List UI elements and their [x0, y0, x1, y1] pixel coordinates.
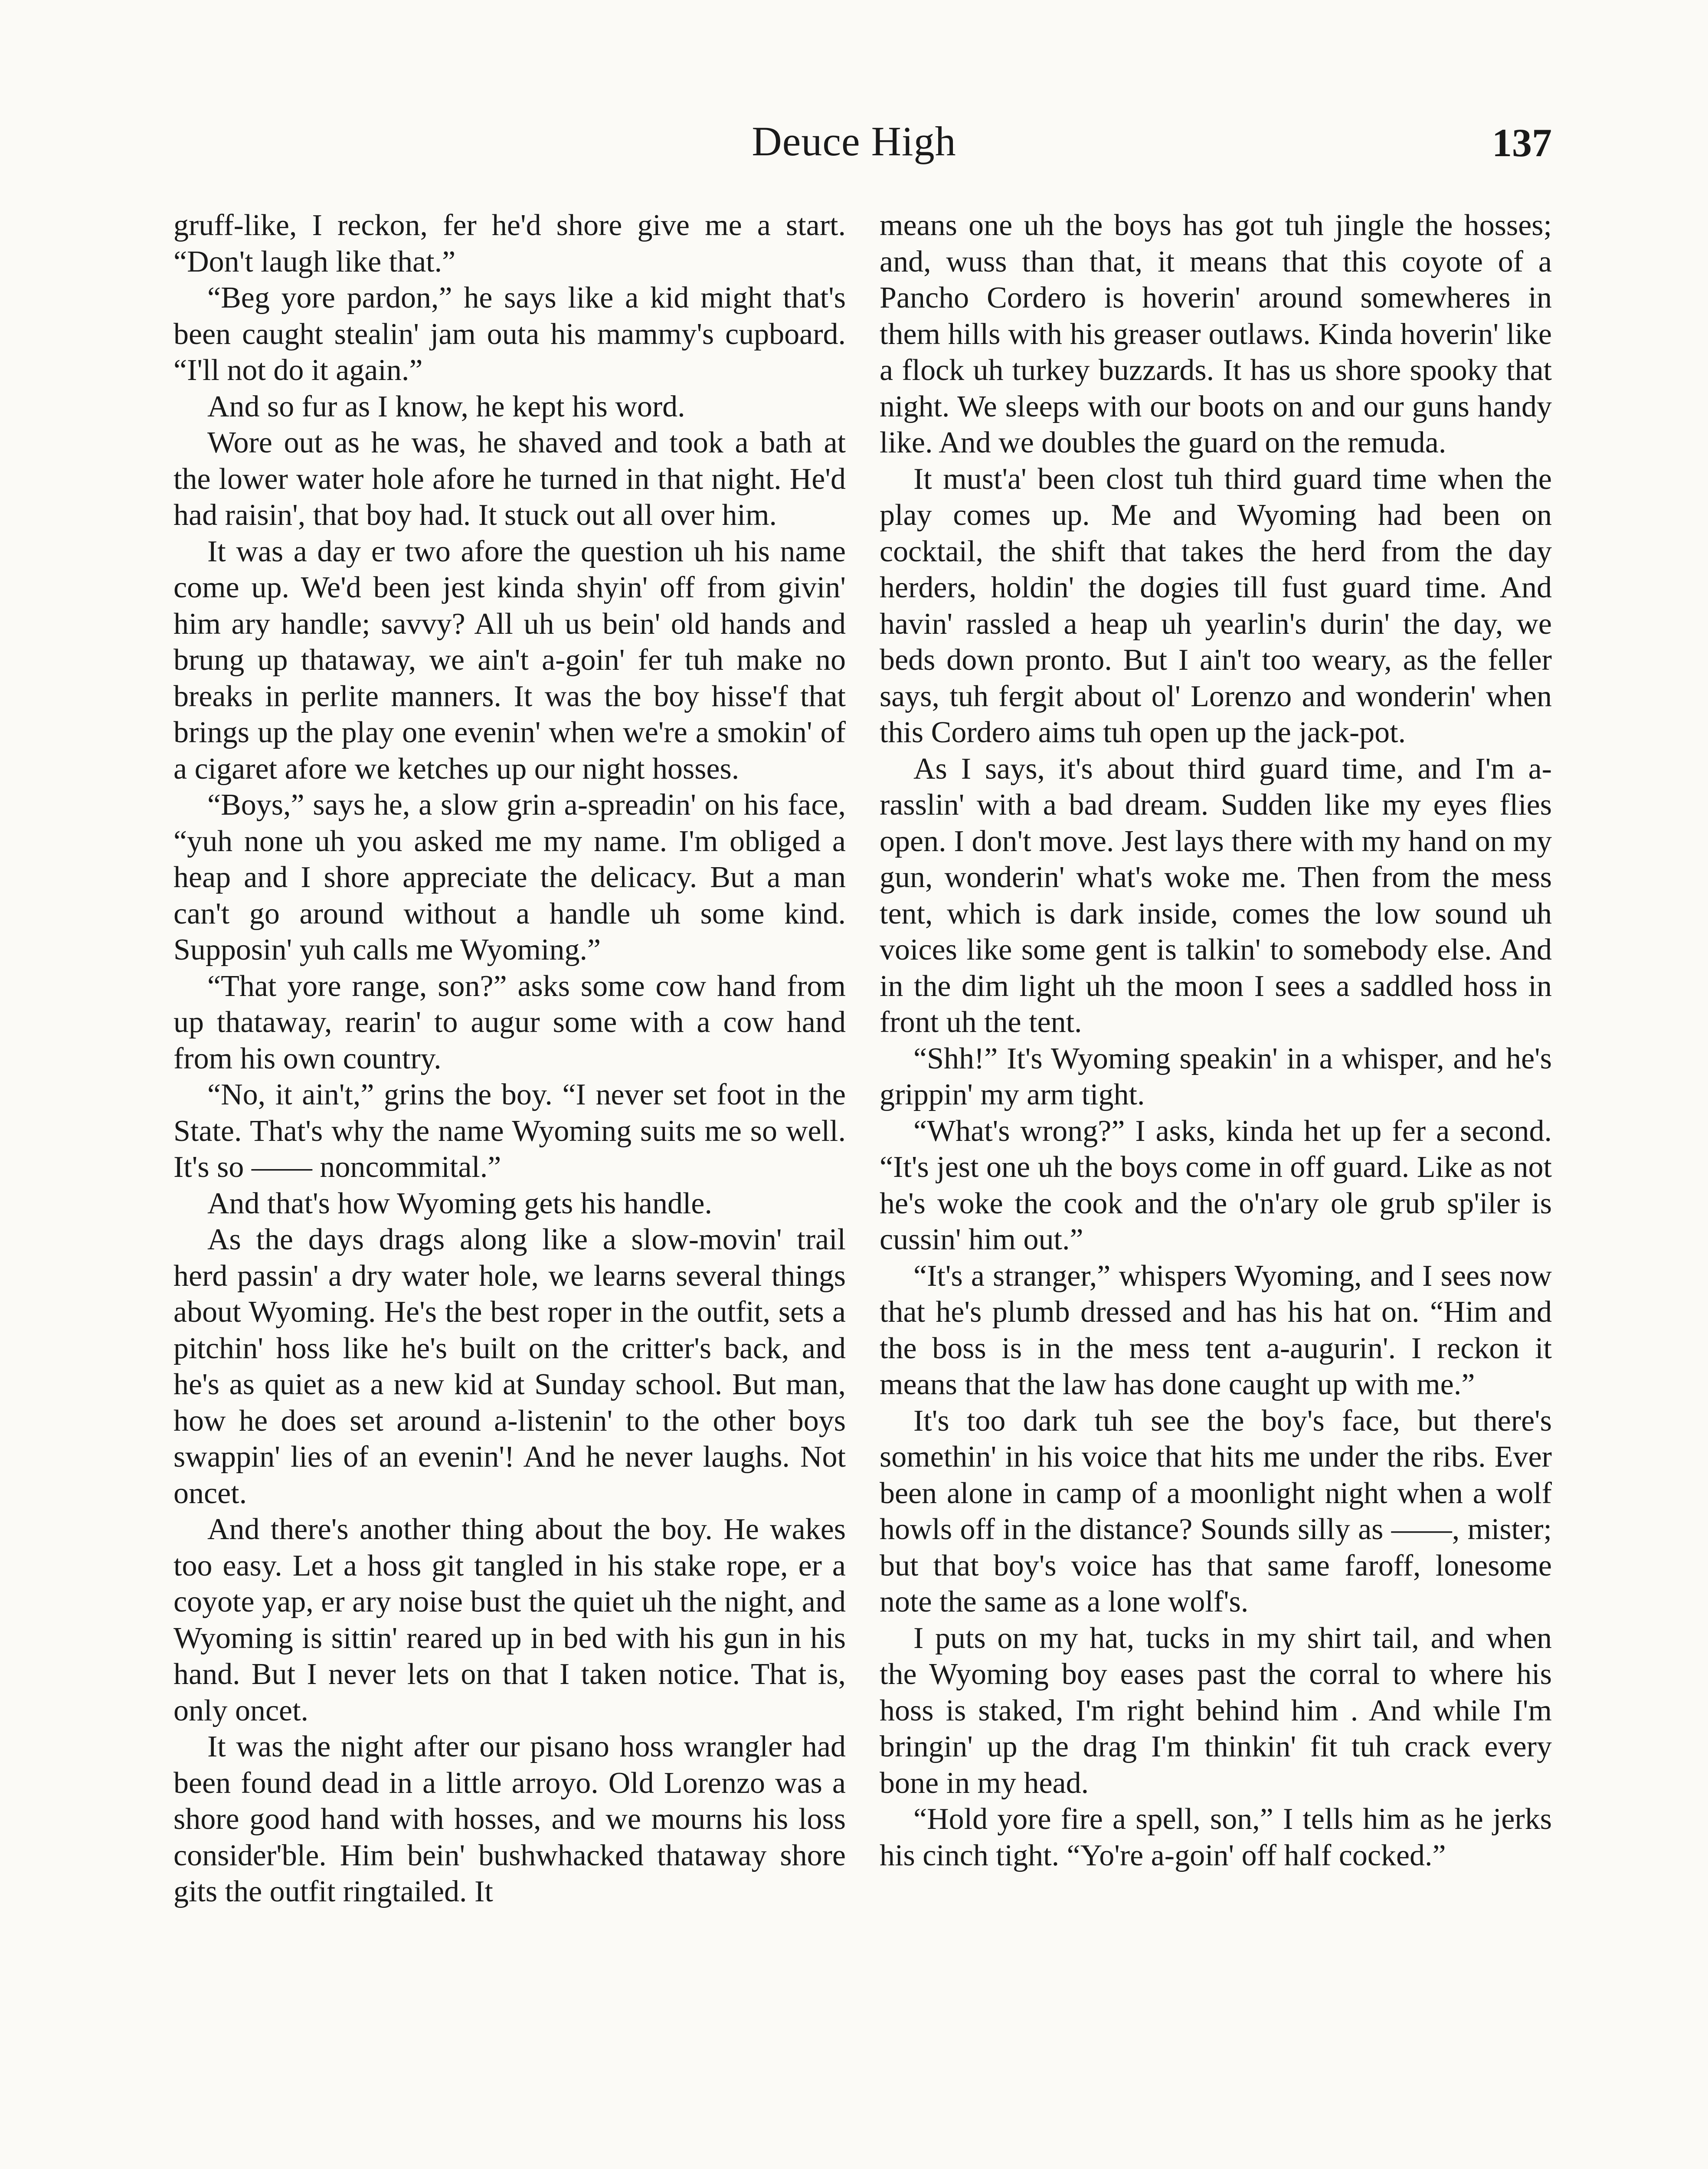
running-title: Deuce High — [752, 118, 956, 164]
paragraph: It's too dark tuh see the boy's face, but there's somethin' in his voice that hits me under the ribs. Ever been alone in camp of a moonlight night when a wolf howls off in the distance? Sounds silly as ——, mister; but that boy's voice has that same faroff, lonesome note the same as a lone wolf's. — [880, 1404, 1552, 1619]
paragraph: I puts on my hat, tucks in my shirt tail, and when the Wyoming boy eases past the corral to where his hoss is staked, I'm right behind him . And while I'm bringin' up the drag I'm thinkin' fit tuh crack every bone in my head. — [880, 1621, 1552, 1800]
paragraph: “Beg yore pardon,” he says like a kid might that's been caught stealin' jam outa his mammy's cupboard. “I'll not do it again.” — [173, 281, 846, 387]
paragraph: means one uh the boys has got tuh jingle the hosses; and, wuss than that, it means that this coyote of a Pancho Cordero is hoverin' around somewheres in them hills with his greaser outlaws. Kinda hoverin' like a flock uh turkey buzzards. It has us shore spooky that night. We sleeps with our boots on and our guns handy like. And we doubles the guard on the remuda. — [880, 209, 1552, 459]
paragraph: “Boys,” says he, a slow grin a-spreadin' on his face, “yuh none uh you asked me my name. I'm obliged a heap and I shore appreciate the delicacy. But a man can't go around without a handle uh some kind. Supposin' yuh calls me Wyoming.” — [173, 788, 846, 967]
paragraph: And there's another thing about the boy. He wakes too easy. Let a hoss git tangled in his stake rope, er a coyote yap, er ary noise bust the quiet uh the night, and Wyoming is sittin' reared up in bed with his gun in his hand. But I never lets on that I taken notice. That is, only oncet. — [173, 1513, 846, 1727]
paragraph: “It's a stranger,” whispers Wyoming, and I sees now that he's plumb dressed and has his hat on. “Him and the boss is in the mess tent a-augurin'. I reckon it means that the law has done caught up with me.” — [880, 1259, 1552, 1401]
paragraph: And that's how Wyoming gets his handle. — [207, 1186, 712, 1220]
page-header — [0, 117, 1708, 174]
paragraph: And so fur as I know, he kept his word. — [207, 390, 685, 423]
left-column — [173, 207, 846, 1910]
paragraph: “What's wrong?” I asks, kinda het up fer a second. “It's jest one uh the boys come in off guard. Like as not he's woke the cook and the o'n'ary ole grub sp'iler is cussin' him out.” — [880, 1114, 1552, 1256]
paragraph: “Shh!” It's Wyoming speakin' in a whisper, and he's grippin' my arm tight. — [880, 1042, 1552, 1111]
paragraph: Wore out as he was, he shaved and took a bath at the lower water hole afore he turned in that night. He'd had raisin', that boy had. It stuck out all over him. — [173, 426, 846, 532]
right-column — [880, 207, 1552, 1874]
paragraph: It was a day er two afore the question uh his name come up. We'd been jest kinda shyin' off from givin' him ary handle; savvy? All uh us bein' old hands and brung up thataway, we ain't a-goin' fer tuh make no breaks in perlite manners. It was the boy hisse'f that brings up the play one evenin' when we're a smokin' of a cigaret afore we ketches up our night hosses. — [173, 534, 846, 786]
page-number: 137 — [1492, 121, 1552, 165]
paragraph: It was the night after our pisano hoss wrangler had been found dead in a little arroyo. Old Lorenzo was a shore good hand with hosses, and we mourns his loss consider'ble. Him bein' bushwhacked thataway shore gits the outfit ringtailed. It — [173, 1730, 846, 1908]
paragraph: As the days drags along like a slow-movin' trail herd passin' a dry water hole, we learns several things about Wyoming. He's the best roper in the outfit, sets a pitchin' hoss like he's built on the critter's back, and he's as quiet as a new kid at Sunday school. But man, how he does set around a-listenin' to the other boys swappin' lies of an evenin'! And he never laughs. Not oncet. — [173, 1223, 846, 1510]
paragraph: “No, it ain't,” grins the boy. “I never set foot in the State. That's why the name Wyoming suits me so well. It's so —— noncommital.” — [173, 1078, 846, 1184]
paragraph: gruff-like, I reckon, fer he'd shore give me a start. “Don't laugh like that.” — [173, 209, 846, 278]
paragraph: As I says, it's about third guard time, and I'm a-rasslin' with a bad dream. Sudden like my eyes flies open. I don't move. Jest lays there with my hand on my gun, wonderin' what's woke me. Then from the mess tent, which is dark inside, comes the low sound uh voices like some gent is talkin' to somebody else. And in the dim light uh the moon I sees a saddled hoss in front uh the tent. — [880, 752, 1552, 1039]
paragraph: “Hold yore fire a spell, son,” I tells him as he jerks his cinch tight. “Yo're a-goin' off half cocked.” — [880, 1802, 1552, 1872]
paragraph: It must'a' been clost tuh third guard time when the play comes up. Me and Wyoming had been on cocktail, the shift that takes the herd from the day herders, holdin' the dogies till fust guard time. And havin' rassled a heap uh yearlin's durin' the day, we beds down pronto. But I ain't too weary, as the feller says, tuh fergit about ol' Lorenzo and wonderin' when this Cordero aims tuh open up the jack-pot. — [880, 462, 1552, 749]
paragraph: “That yore range, son?” asks some cow hand from up thataway, rearin' to augur some with a cow hand from his own country. — [173, 969, 846, 1075]
